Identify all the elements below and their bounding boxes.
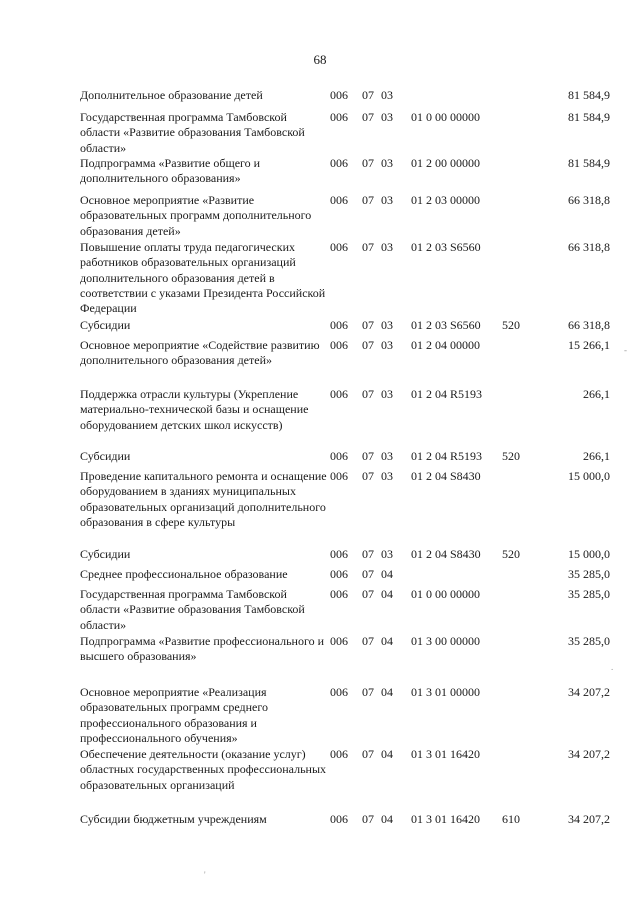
- cell-csr: 01 3 00 00000: [411, 634, 480, 648]
- row-name: Субсидии: [80, 318, 131, 332]
- cell-sum: 266,1: [583, 387, 610, 401]
- cell-ved: 006: [330, 547, 348, 561]
- cell-pr: 03: [381, 338, 393, 352]
- cell-rz: 07: [362, 587, 374, 601]
- cell-rz: 07: [362, 240, 374, 254]
- row-name: Основное мероприятие «Развитие образовательных программ дополнительного образования детей»: [80, 193, 312, 238]
- row-name: Основное мероприятие «Содействие развитию дополнительного образования детей»: [80, 338, 320, 368]
- cell-ved: 006: [330, 156, 348, 170]
- cell-rz: 07: [362, 469, 374, 483]
- scan-mark: ': [204, 870, 206, 880]
- cell-pr: 04: [381, 634, 393, 648]
- row-name: Государственная программа Тамбовской области «Развитие образования Тамбовской области»: [80, 110, 305, 155]
- cell-csr: 01 2 04 S8430: [411, 469, 481, 483]
- cell-ved: 006: [330, 812, 348, 826]
- cell-sum: 34 207,2: [568, 812, 610, 826]
- cell-pr: 03: [381, 449, 393, 463]
- cell-pr: 04: [381, 567, 393, 581]
- cell-pr: 04: [381, 747, 393, 761]
- cell-rz: 07: [362, 110, 374, 124]
- cell-rz: 07: [362, 338, 374, 352]
- cell-csr: 01 2 03 S6560: [411, 318, 481, 332]
- row-name: Обеспечение деятельности (оказание услуг) областных государственных профессиональных образовательных организаций: [80, 747, 327, 792]
- row-name: Подпрограмма «Развитие общего и дополнительного образования»: [80, 156, 261, 186]
- cell-rz: 07: [362, 567, 374, 581]
- row-name: Субсидии: [80, 449, 131, 463]
- cell-ved: 006: [330, 449, 348, 463]
- cell-sum: 15 000,0: [568, 547, 610, 561]
- scan-mark: -: [624, 345, 627, 355]
- cell-sum: 35 285,0: [568, 587, 610, 601]
- cell-rz: 07: [362, 193, 374, 207]
- cell-ved: 006: [330, 110, 348, 124]
- cell-pr: 03: [381, 318, 393, 332]
- cell-pr: 03: [381, 193, 393, 207]
- cell-ved: 006: [330, 338, 348, 352]
- cell-csr: 01 3 01 16420: [411, 747, 480, 761]
- cell-csr: 01 0 00 00000: [411, 587, 480, 601]
- cell-vr: 520: [502, 449, 520, 463]
- cell-ved: 006: [330, 587, 348, 601]
- cell-csr: 01 2 00 00000: [411, 156, 480, 170]
- cell-rz: 07: [362, 88, 374, 102]
- cell-sum: 15 000,0: [568, 469, 610, 483]
- cell-pr: 04: [381, 685, 393, 699]
- scan-mark: .: [611, 662, 614, 672]
- cell-sum: 81 584,9: [568, 110, 610, 124]
- page-number: 68: [313, 52, 327, 67]
- cell-ved: 006: [330, 318, 348, 332]
- cell-sum: 34 207,2: [568, 747, 610, 761]
- cell-rz: 07: [362, 449, 374, 463]
- row-name: Поддержка отрасли культуры (Укрепление материально-технической базы и оснащение оборудованием детских школ искусств): [80, 387, 309, 432]
- cell-sum: 15 266,1: [568, 338, 610, 352]
- row-name: Среднее профессиональное образование: [80, 567, 288, 581]
- cell-sum: 266,1: [583, 449, 610, 463]
- cell-ved: 006: [330, 387, 348, 401]
- row-name: Государственная программа Тамбовской области «Развитие образования Тамбовской области»: [80, 587, 305, 632]
- cell-rz: 07: [362, 747, 374, 761]
- cell-pr: 03: [381, 110, 393, 124]
- cell-csr: 01 0 00 00000: [411, 110, 480, 124]
- cell-rz: 07: [362, 156, 374, 170]
- cell-rz: 07: [362, 318, 374, 332]
- cell-rz: 07: [362, 634, 374, 648]
- cell-csr: 01 3 01 00000: [411, 685, 480, 699]
- cell-ved: 006: [330, 88, 348, 102]
- cell-pr: 03: [381, 240, 393, 254]
- cell-ved: 006: [330, 685, 348, 699]
- cell-sum: 66 318,8: [568, 193, 610, 207]
- cell-pr: 03: [381, 387, 393, 401]
- cell-pr: 04: [381, 812, 393, 826]
- cell-sum: 34 207,2: [568, 685, 610, 699]
- row-name: Подпрограмма «Развитие профессионального и высшего образования»: [80, 634, 325, 664]
- cell-csr: 01 2 03 S6560: [411, 240, 481, 254]
- cell-ved: 006: [330, 469, 348, 483]
- cell-vr: 520: [502, 547, 520, 561]
- row-name: Основное мероприятие «Реализация образовательных программ среднего профессионального образования и профессионального обучения»: [80, 685, 268, 745]
- cell-ved: 006: [330, 634, 348, 648]
- cell-sum: 35 285,0: [568, 567, 610, 581]
- cell-ved: 006: [330, 193, 348, 207]
- row-name: Дополнительное образование детей: [80, 88, 263, 102]
- cell-sum: 35 285,0: [568, 634, 610, 648]
- cell-sum: 66 318,8: [568, 240, 610, 254]
- cell-rz: 07: [362, 547, 374, 561]
- cell-ved: 006: [330, 240, 348, 254]
- cell-sum: 66 318,8: [568, 318, 610, 332]
- cell-csr: 01 2 04 S8430: [411, 547, 481, 561]
- cell-pr: 03: [381, 547, 393, 561]
- cell-pr: 03: [381, 156, 393, 170]
- cell-csr: 01 3 01 16420: [411, 812, 480, 826]
- row-name: Субсидии бюджетным учреждениям: [80, 812, 267, 826]
- cell-csr: 01 2 04 00000: [411, 338, 480, 352]
- cell-csr: 01 2 04 R5193: [411, 387, 483, 401]
- cell-pr: 04: [381, 587, 393, 601]
- cell-csr: 01 2 04 R5193: [411, 449, 483, 463]
- cell-vr: 610: [502, 812, 520, 826]
- row-name: Субсидии: [80, 547, 131, 561]
- cell-pr: 03: [381, 469, 393, 483]
- cell-ved: 006: [330, 567, 348, 581]
- cell-rz: 07: [362, 685, 374, 699]
- cell-pr: 03: [381, 88, 393, 102]
- cell-rz: 07: [362, 387, 374, 401]
- cell-csr: 01 2 03 00000: [411, 193, 480, 207]
- cell-ved: 006: [330, 747, 348, 761]
- cell-rz: 07: [362, 812, 374, 826]
- row-name: Повышение оплаты труда педагогических работников образовательных организаций дополнительного образования детей в соответствии с указами Президента Российской Федерации: [80, 240, 326, 316]
- cell-sum: 81 584,9: [568, 88, 610, 102]
- row-name: Проведение капитального ремонта и оснащение оборудованием в зданиях муниципальных образовательных организаций дополнительного образования в сфере культуры: [80, 469, 327, 529]
- cell-vr: 520: [502, 318, 520, 332]
- cell-sum: 81 584,9: [568, 156, 610, 170]
